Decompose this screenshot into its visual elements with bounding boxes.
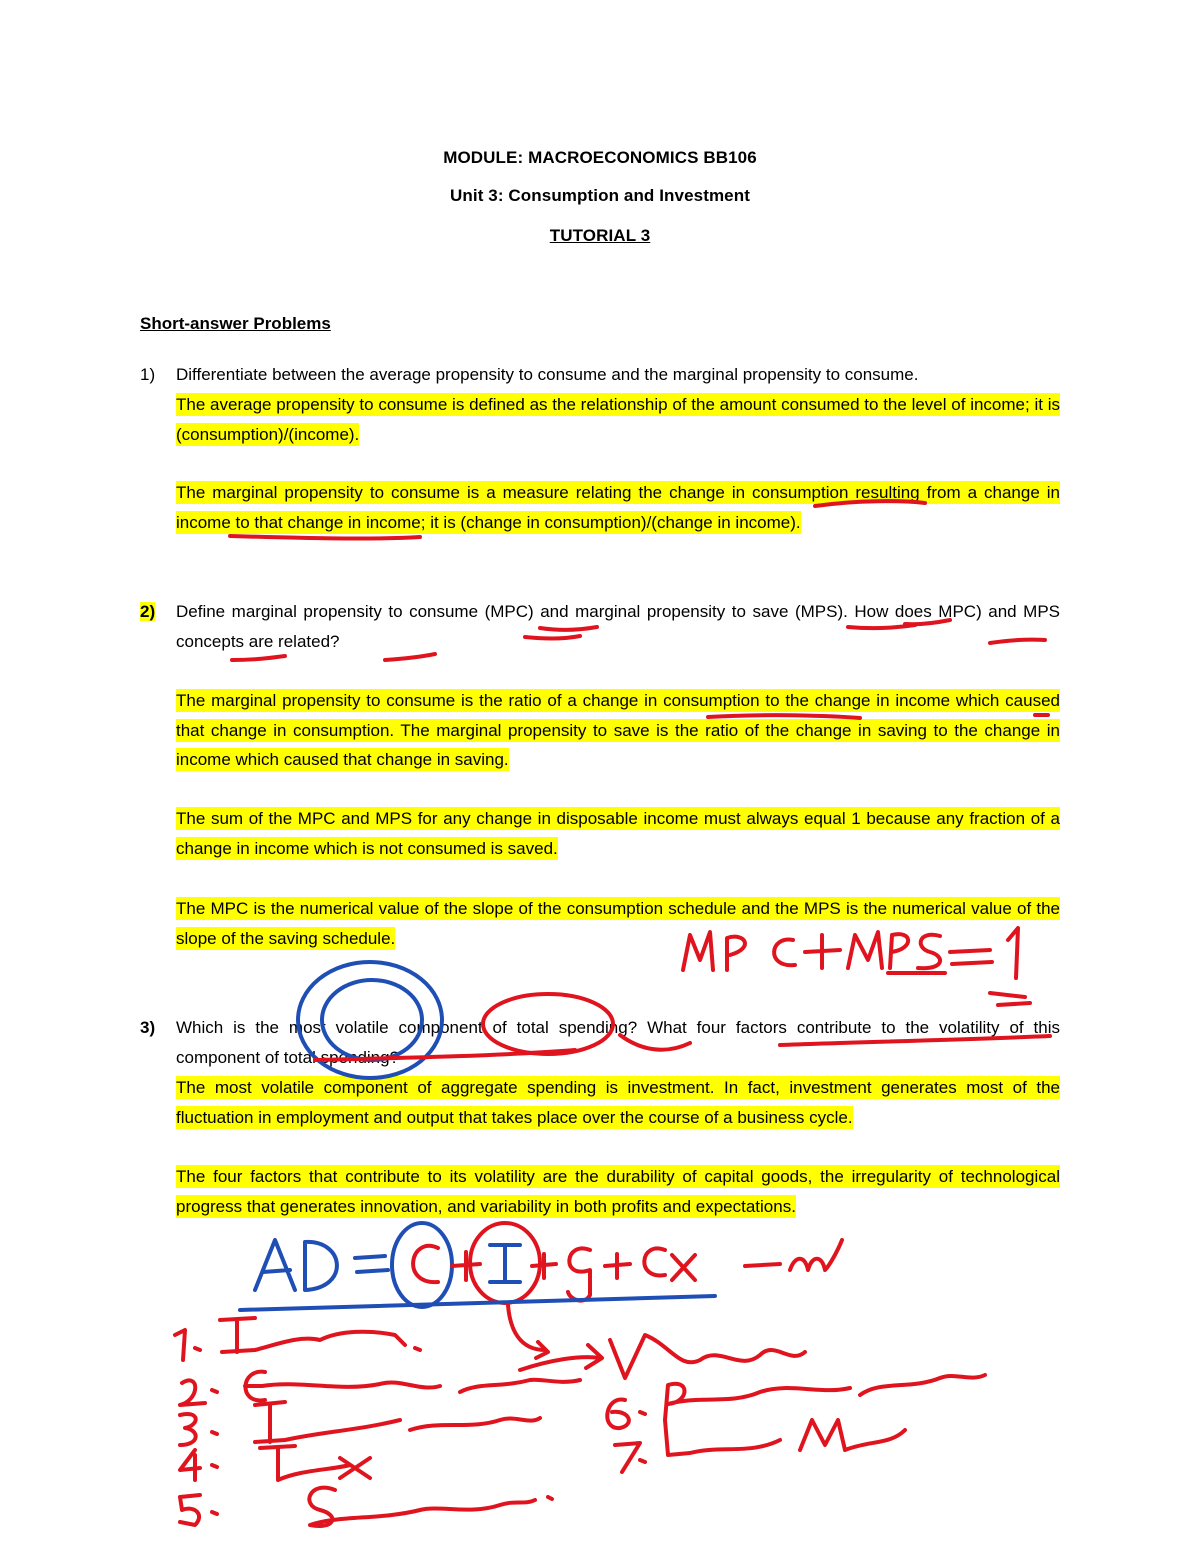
question-number: 2) [140, 602, 156, 621]
handwritten-letter [790, 1240, 842, 1270]
handwritten-plus [532, 1254, 556, 1278]
question-number: 1) [140, 365, 156, 384]
handwritten-number [180, 1450, 217, 1480]
answer-3a: The most volatile component of aggregate spending is investment. In fact, investment generates most of the fluctuation in employment and output that takes place over the course of a business cycle. [176, 1078, 1060, 1127]
handwritten-number [615, 1443, 645, 1472]
handwritten-number [607, 1400, 645, 1429]
circle-mark [470, 1223, 540, 1303]
question-text: Which is the most volatile component of total spending? What four factors contribute to the volatility of this component of total spending? [176, 1018, 1060, 1067]
question-1 [140, 360, 1060, 390]
handwritten-equals [355, 1256, 388, 1272]
handwritten-word [665, 1375, 985, 1420]
unit-title: Unit 3: Consumption and Investment [450, 186, 750, 205]
handwritten-number [180, 1495, 217, 1525]
handwritten-number [180, 1380, 217, 1405]
handwritten-letter [490, 1245, 520, 1282]
arrow-mark [508, 1305, 548, 1358]
question-number: 3) [140, 1018, 156, 1037]
handwritten-letter [305, 1242, 337, 1290]
answer-3b: The four factors that contribute to its volatility are the durability of capital goods, the irregularity of technological progress that generates innovation, and variability in both profits and expectations. [176, 1167, 1060, 1216]
tutorial-title: TUTORIAL 3 [549, 226, 651, 245]
arrow-mark [520, 1345, 602, 1370]
question-2 [140, 597, 1060, 656]
handwritten-word [220, 1318, 420, 1352]
handwritten-number [180, 1414, 217, 1445]
answer-2c: The MPC is the numerical value of the slope of the consumption schedule and the MPS is the numerical value of the slope of the saving schedule. [176, 899, 1060, 948]
answer-1b: The marginal propensity to consume is a measure relating the change in consumption resulting from a change in income to that change in income; it is (change in consumption)/(change in income). [176, 483, 1060, 532]
handwritten-word [260, 1446, 370, 1480]
handwritten-word [245, 1372, 580, 1401]
underline-mark [240, 1296, 715, 1310]
circle-mark [392, 1223, 452, 1307]
handwritten-word [665, 1420, 905, 1455]
question-text: Differentiate between the average propensity to consume and the marginal propensity to consume. [176, 365, 919, 384]
section-title: Short-answer Problems [140, 314, 331, 333]
answer-2a: The marginal propensity to consume is the ratio of a change in consumption to the change in income which caused that change in consumption. The marginal propensity to save is the ratio of the change in saving to the change in income which caused that change in saving. [176, 691, 1060, 769]
answer-2b: The sum of the MPC and MPS for any change in disposable income must always equal 1 because any fraction of a change in income which is not consumed is saved. [176, 809, 1060, 858]
underline-mark [232, 656, 285, 660]
handwritten-plus [452, 1252, 480, 1280]
handwritten-letter [413, 1246, 438, 1282]
handwritten-word [309, 1488, 552, 1526]
handwritten-plus [605, 1254, 630, 1278]
handwritten-letter [568, 1248, 590, 1300]
handwritten-mark [990, 993, 1030, 1005]
handwritten-minus [745, 1264, 780, 1266]
question-3 [140, 1013, 1060, 1072]
question-text: Define marginal propensity to consume (MPC) and marginal propensity to save (MPS). How does MPC) and MPS concepts are related? [176, 602, 1060, 651]
answer-1a: The average propensity to consume is defined as the relationship of the amount consumed to the level of income; it is (consumption)/(income). [176, 395, 1060, 444]
handwritten-letter [644, 1248, 695, 1280]
handwritten-letter [255, 1240, 295, 1290]
handwritten-number [175, 1330, 200, 1360]
handwritten-word [610, 1335, 805, 1378]
handwritten-word [255, 1402, 540, 1442]
module-title: MODULE: MACROECONOMICS BB106 [443, 148, 757, 167]
